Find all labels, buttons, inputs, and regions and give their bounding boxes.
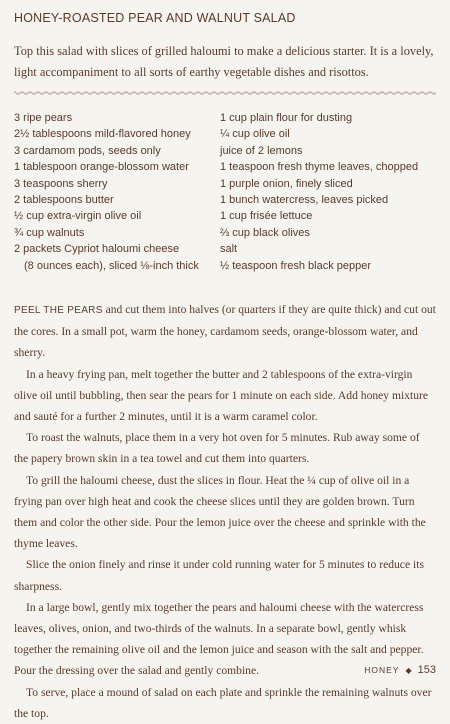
method-lead-in: PEEL THE PEARS bbox=[14, 305, 103, 316]
page-footer bbox=[364, 664, 436, 676]
ingredient-item: 1 bunch watercress, leaves picked bbox=[220, 194, 389, 207]
ingredient-item: 2 packets Cypriot haloumi cheese bbox=[14, 243, 180, 256]
ingredient-item: 1 cup plain flour for dusting bbox=[220, 112, 353, 124]
ingredient-item: 2½ tablespoons mild-flavored honey bbox=[14, 128, 191, 141]
method-paragraph bbox=[14, 299, 436, 364]
method-text bbox=[14, 299, 436, 724]
ingredient-item: juice of 2 lemons bbox=[220, 144, 303, 157]
method-paragraph: In a large bowl, gently mix together the pears and haloumi cheese with the watercress leaves, olives, onion, and two-thirds of the walnuts. In a separate bowl, gently whisk together the remaining olive oil and the lemon juice and season with the salt and pepper. Pour the dressing over the salad and gently combine. bbox=[14, 600, 424, 678]
page-number: 153 bbox=[417, 664, 436, 676]
ingredients-left-column bbox=[14, 110, 199, 274]
ingredient-item: 1 teaspoon fresh thyme leaves, chopped bbox=[220, 161, 419, 174]
recipe-title: HONEY-ROASTED PEAR AND WALNUT SALAD bbox=[14, 11, 296, 25]
diamond-separator-icon: ◆ bbox=[405, 665, 412, 675]
ingredient-item: 1 cup frisée lettuce bbox=[220, 210, 313, 223]
ingredient-item: ½ cup extra-virgin olive oil bbox=[14, 210, 142, 223]
method-paragraph: In a heavy frying pan, melt together the butter and 2 tablespoons of the extra-virgin olive oil until bubbling, then sear the pears for 1 minute on each side. Add honey mixture and sauté for a further 2 minutes, until it is a warm caramel color. bbox=[14, 367, 429, 424]
method-paragraph-text: and cut them into halves (or quarters if they are quite thick) and cut out the cores. In a small pot, warm the honey, cardamom seeds, orange-blossom water, and sherry. bbox=[14, 303, 436, 360]
section-name: HONEY bbox=[364, 665, 400, 675]
ingredients-right-column bbox=[220, 110, 418, 274]
method-paragraph: To grill the haloumi cheese, dust the slices in flour. Heat the ¼ cup of olive oil in a frying pan over high heat and cook the cheese slices until they are golden brown. Turn them and color the other side. Pour the lemon juice over the cheese and sprinkle with the thyme leaves. bbox=[14, 473, 426, 551]
ingredient-item: ⅔ cup black olives bbox=[220, 226, 310, 239]
ingredient-item: 3 cardamom pods, seeds only bbox=[14, 144, 161, 157]
ingredient-item: ¼ cup olive oil bbox=[220, 128, 290, 141]
ingredient-item: ¾ cup walnuts bbox=[14, 226, 85, 239]
method-paragraph: To serve, place a mound of salad on each plate and sprinkle the remaining walnuts over the top. bbox=[14, 685, 432, 720]
ingredient-item: 1 tablespoon orange-blossom water bbox=[14, 161, 189, 174]
method-paragraph: To roast the walnuts, place them in a very hot oven for 5 minutes. Rub away some of the papery brown skin in a tea towel and cut them into quarters. bbox=[14, 431, 420, 466]
ingredient-item: 3 ripe pears bbox=[14, 112, 73, 124]
ingredient-item-continued: (8 ounces each), sliced ⅛-inch thick bbox=[24, 259, 199, 272]
ingredient-item: salt bbox=[220, 243, 238, 256]
ingredient-item: 2 tablespoons butter bbox=[14, 194, 114, 207]
method-paragraph: Slice the onion finely and rinse it under cold running water for 5 minutes to reduce its sharpness. bbox=[14, 558, 424, 593]
ingredient-item: 1 purple onion, finely sliced bbox=[220, 177, 353, 190]
ingredient-item: ½ teaspoon fresh black pepper bbox=[220, 259, 372, 272]
wavy-divider bbox=[14, 90, 436, 96]
recipe-intro: Top this salad with slices of grilled haloumi to make a delicious starter. It is a lovely, light accompaniment to all sorts of earthy vegetable dishes and risottos. bbox=[14, 44, 434, 79]
ingredient-item: 3 teaspoons sherry bbox=[14, 177, 108, 190]
